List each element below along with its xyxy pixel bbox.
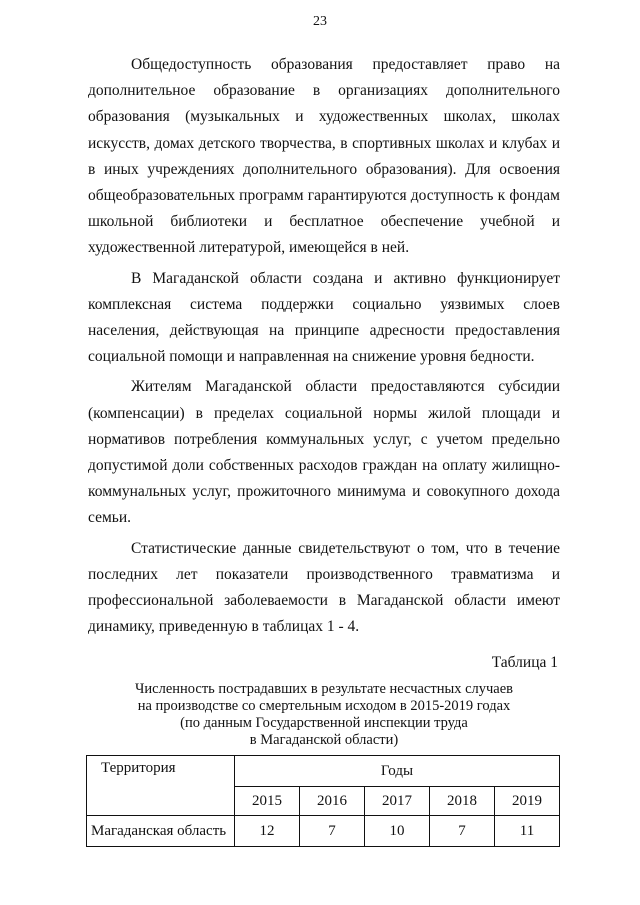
value-cell: 7 [430,816,495,847]
paragraph: В Магаданской области создана и активно функционирует комплексная система поддержки социально уязвимых слоев населения, действующая на принципе адресности предоставления социальной помощи и направленная на снижение уровня бедности. [88,269,560,366]
table-title-line: на производстве со смертельным исходом в 2015-2019 годах [137,698,511,714]
year-header: 2016 [300,787,365,816]
value-cell: 10 [365,816,430,847]
year-header: 2015 [235,787,300,816]
table-title-line: Численность пострадавших в результате несчастных случаев [134,681,514,697]
header-years: Годы [235,756,560,787]
table-row [87,816,560,847]
table-title-line: (по данным Государственной инспекции труда [180,715,468,731]
header-territory: Территория [87,756,235,816]
value-cell: 12 [235,816,300,847]
paragraph: Жителям Магаданской области предоставляются субсидии (компенсации) в пределах социальной нормы жилой площади и нормативов потребления коммунальных услуг, с учетом предельно допустимой доли собственных расходов граждан на оплату жилищно-коммунальных услуг, прожиточного минимума и совокупного дохода семьи. [88,378,560,527]
paragraph: Статистические данные свидетельствуют о том, что в течение последних лет показатели производственного травматизма и профессиональной заболеваемости в Магаданской области имеют динамику, приведенную в таблицах 1 - 4. [88,539,560,636]
value-cell: 11 [495,816,560,847]
year-header: 2017 [365,787,430,816]
data-table [86,755,560,847]
territory-cell: Магаданская область [87,816,235,847]
page-number: 23 [313,14,327,29]
table-header-row [87,756,560,787]
year-header: 2019 [495,787,560,816]
paragraph: Общедоступность образования предоставляет право на дополнительное образование в организациях дополнительного образования (музыкальных и художественных школах, школах искусств, домах детского творчества, в спортивных школах и клубах и в иных учреждениях дополнительного образования). Для освоения общеобразовательных программ гарантируются доступность к фондам школьной библиотеки и бесплатное обеспечение учебной и художественной литературой, имеющейся в ней. [88,56,560,257]
body-text [88,52,560,640]
year-header: 2018 [430,787,495,816]
table-title [88,681,560,749]
table-label: Таблица 1 [491,654,558,671]
table-title-line: в Магаданской области) [249,732,399,748]
value-cell: 7 [300,816,365,847]
